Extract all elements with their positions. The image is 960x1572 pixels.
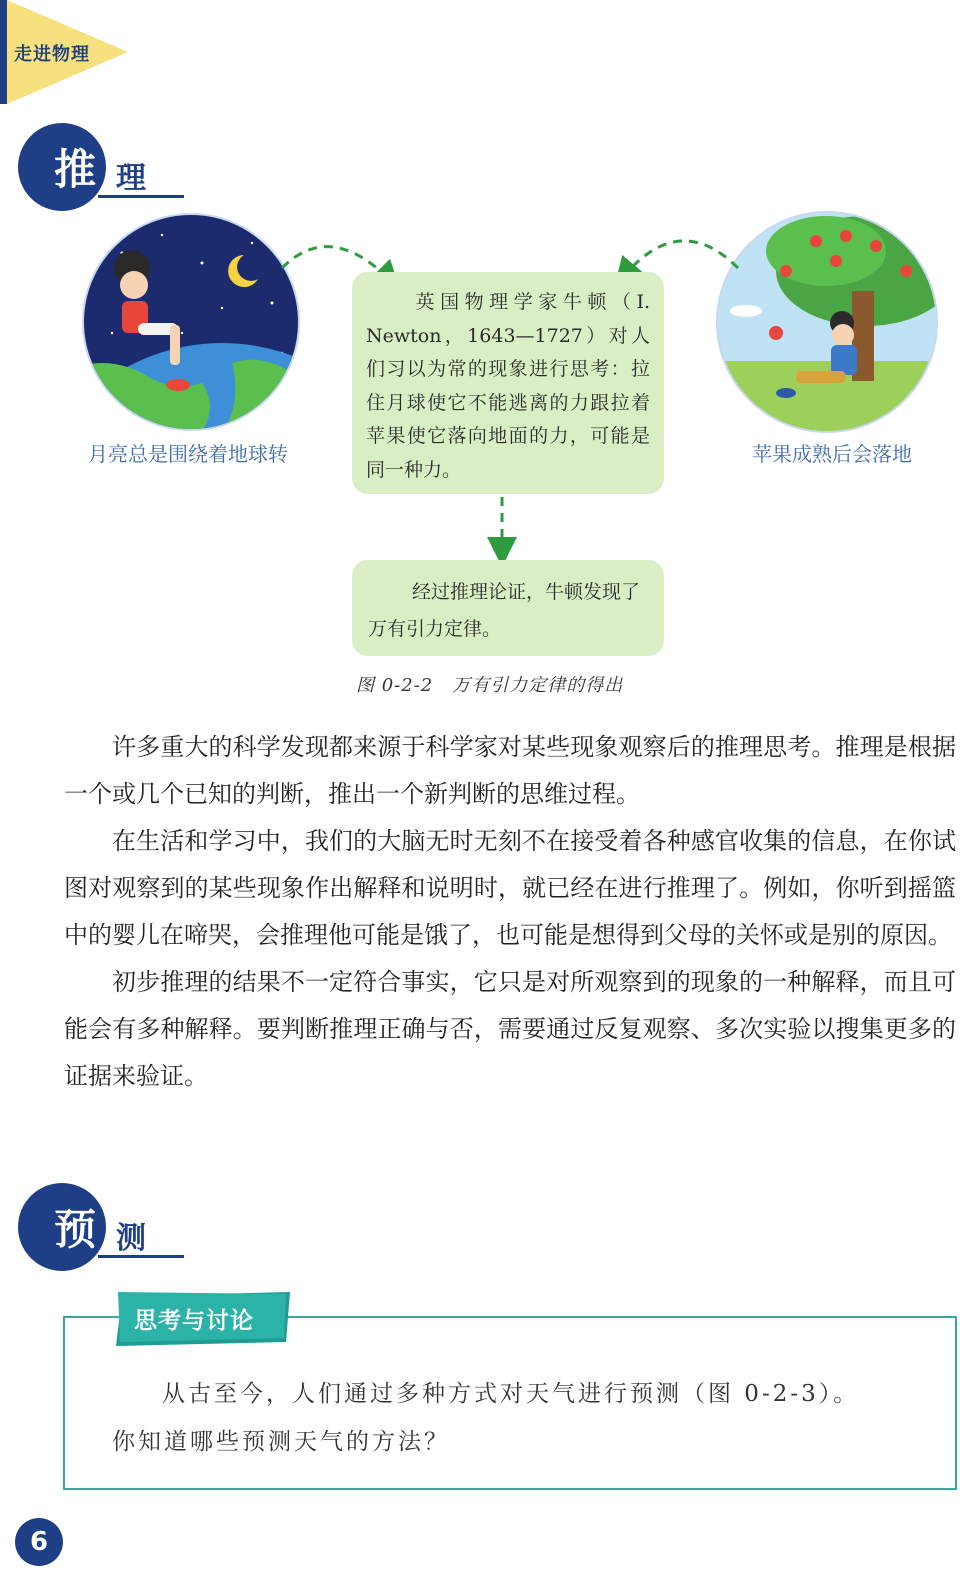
- discussion-line: 从古至今，人们通过多种方式对天气进行预测（图 0-2-3）。: [162, 1381, 860, 1407]
- paragraph: 在生活和学习中，我们的大脑无时无刻不在接受着各种感官收集的信息，在你试图对观察到的某些现象作出解释和说明时，就已经在进行推理了。例如，你听到摇篮中的婴儿在啼哭，会推理他可能是饿了，也可能是想得到父母的关怀或是别的原因。: [64, 827, 956, 949]
- discussion-line: 你知道哪些预测天气的方法？: [112, 1429, 450, 1455]
- caption-apple: 苹果成熟后会落地: [752, 442, 912, 466]
- paragraph: 初步推理的结果不一定符合事实，它只是对所观察到的现象的一种解释，而且可能会有多种解释。要判断推理正确与否，需要通过反复观察、多次实验以搜集更多的证据来验证。: [64, 968, 956, 1090]
- apple-tree-illustration: [716, 211, 938, 433]
- page-number: 6: [15, 1518, 63, 1566]
- section-big-char: 推: [54, 145, 97, 194]
- newton-description-box: [352, 272, 664, 494]
- section-big-char: 预: [54, 1205, 97, 1254]
- figure-caption: 图 0-2-2 万有引力定律的得出: [356, 675, 624, 696]
- section-heading-reasoning: [18, 123, 198, 215]
- body-text: [64, 724, 956, 1100]
- gravitation-conclusion-text: 经过推理论证，牛顿发现了万有引力定律。: [368, 581, 641, 640]
- gravitation-conclusion-box: [352, 560, 664, 656]
- newton-description-text: 英国物理学家牛顿（I. Newton，1643—1727）对人们习以为常的现象进行思考：拉住月球使它不能逃离的力跟拉着苹果使它落向地面的力，可能是同一种力。: [366, 291, 650, 481]
- caption-moon: 月亮总是围绕着地球转: [88, 442, 288, 466]
- moon-earth-illustration: [82, 213, 300, 431]
- chapter-label: 走进物理: [14, 44, 90, 65]
- section-small-char: 理: [116, 161, 146, 196]
- paragraph: 许多重大的科学发现都来源于科学家对某些现象观察后的推理思考。推理是根据一个或几个已知的判断，推出一个新判断的思维过程。: [64, 733, 956, 808]
- section-heading-prediction: [18, 1183, 198, 1275]
- discussion-text: [112, 1370, 932, 1466]
- section-small-char: 测: [116, 1221, 146, 1256]
- discussion-tag-label: 思考与讨论: [134, 1308, 254, 1334]
